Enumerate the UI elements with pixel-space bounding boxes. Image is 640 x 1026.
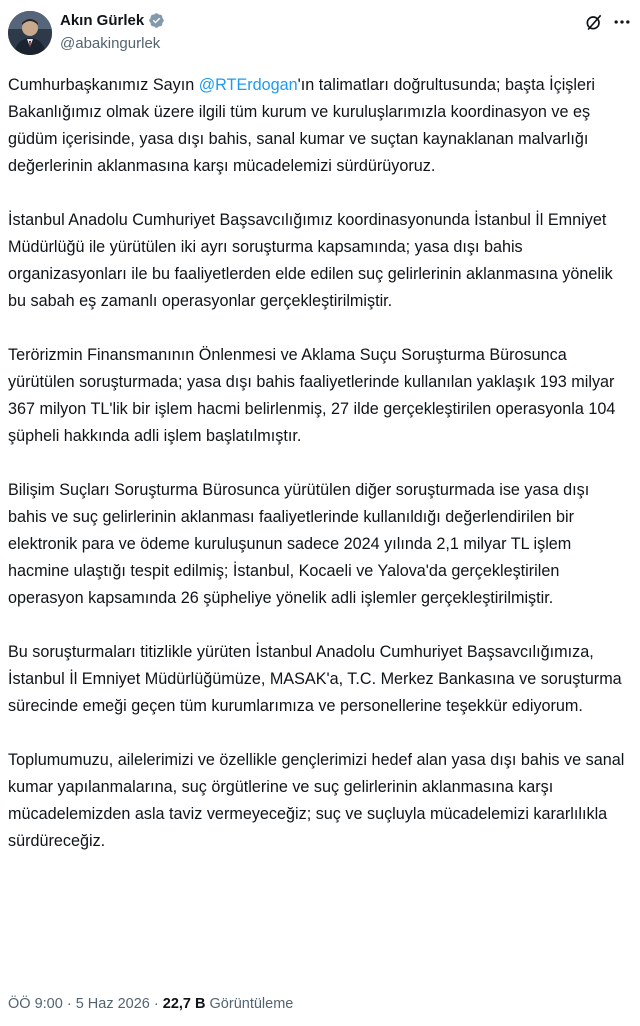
mention-link[interactable]: @RTErdogan: [198, 76, 298, 94]
avatar-image: [8, 11, 52, 55]
avatar[interactable]: [8, 11, 52, 55]
tweet-paragraph-5: Bu soruşturmaları titizlikle yürüten İstanbul Anadolu Cumhuriyet Başsavcılığımıza, İstanbul İl Emniyet Müdürlüğümüze, MASAK'a, T.C. Merkez Bankasına ve soruşturma sürecinde emeği geçen tüm kurumlarımıza ve personellerine teşekkür ediyorum.: [8, 643, 622, 715]
meta-separator: ·: [149, 996, 163, 1012]
more-options-icon[interactable]: [612, 12, 632, 32]
tweet-header: [0, 0, 640, 66]
tweet-text: [8, 72, 632, 882]
tweet-meta: [8, 996, 293, 1012]
tweet-paragraph-4: Bilişim Suçları Soruşturma Bürosunca yürütülen diğer soruşturmada ise yasa dışı bahis ve suç gelirlerinin aklanması faaliyetlerinde kullanıldığı değerlendirilen bir elektronik para ve ödeme kuruluşunun sadece 2024 yılında 2,1 milyar TL işlem hacmine ulaştığı tespit edilmiş; İstanbul, Kocaeli ve Yalova'da gerçekleştirilen operasyon kapsamında 26 şüpheliye yönelik adli işlemler gerçekleştirilmiştir.: [8, 481, 590, 607]
tweet-text-segment: Cumhurbaşkanımız Sayın: [8, 76, 199, 94]
tweet-paragraph-6: Toplumumuzu, ailelerimizi ve özellikle gençlerimizi hedef alan yasa dışı bahis ve sanal kumar yapılanmalarına, suç örgütlerine ve suç gelirlerinin aklanmasına karşı mücadelemizden asla taviz vermeyeceğiz; suç ve suçluyla mücadelemizi kararlılıkla sürdüreceğiz.: [8, 751, 625, 850]
views-count[interactable]: 22,7 B: [162, 996, 206, 1012]
views-label: Görüntüleme: [205, 996, 294, 1012]
author-name[interactable]: Akın Gürlek: [60, 12, 145, 29]
tweet-date[interactable]: 5 Haz 2026: [75, 996, 150, 1012]
tweet-paragraph-2: İstanbul Anadolu Cumhuriyet Başsavcılığımız koordinasyonunda İstanbul İl Emniyet Müdürlüğü ile yürütülen iki ayrı soruşturma kapsamında; yasa dışı bahis organizasyonları ile bu faaliyetlerden elde edilen suç gelirlerinin aklanmasına yönelik bu sabah eş zamanlı operasyonlar gerçekleştirilmiştir.: [8, 211, 613, 310]
author-name-row[interactable]: [60, 12, 165, 29]
tweet-time[interactable]: ÖÖ 9:00: [8, 996, 63, 1012]
meta-separator: ·: [62, 996, 76, 1012]
tweet-text-segment: 'ın talimatları doğrultusunda; başta İçişleri Bakanlığımız olmak üzere ilgili tüm kurum ve kuruluşlarımızla koordinasyon ve eş güdüm içerisinde, yasa dışı bahis, sanal kumar ve suçtan kaynaklanan malvarlığı değerlerinin aklanmasına karşı mücadelemizi sürdürüyoruz.: [8, 76, 595, 175]
tweet-paragraph-3: Terörizmin Finansmanının Önlenmesi ve Aklama Suçu Soruşturma Bürosunca yürütülen soruşturmada; yasa dışı bahis faaliyetlerinde kullanılan yaklaşık 193 milyar 367 milyon TL'lik bir işlem hacmi belirlenmiş, 27 ilde gerçekleştirilen operasyonla 104 şüpheli hakkında adli işlem başlatılmıştır.: [8, 346, 616, 445]
author-handle[interactable]: @abakingurlek: [60, 35, 161, 52]
tweet-paragraph-1: [8, 72, 632, 180]
verified-badge-icon: [148, 12, 165, 29]
grok-icon[interactable]: [584, 12, 604, 32]
